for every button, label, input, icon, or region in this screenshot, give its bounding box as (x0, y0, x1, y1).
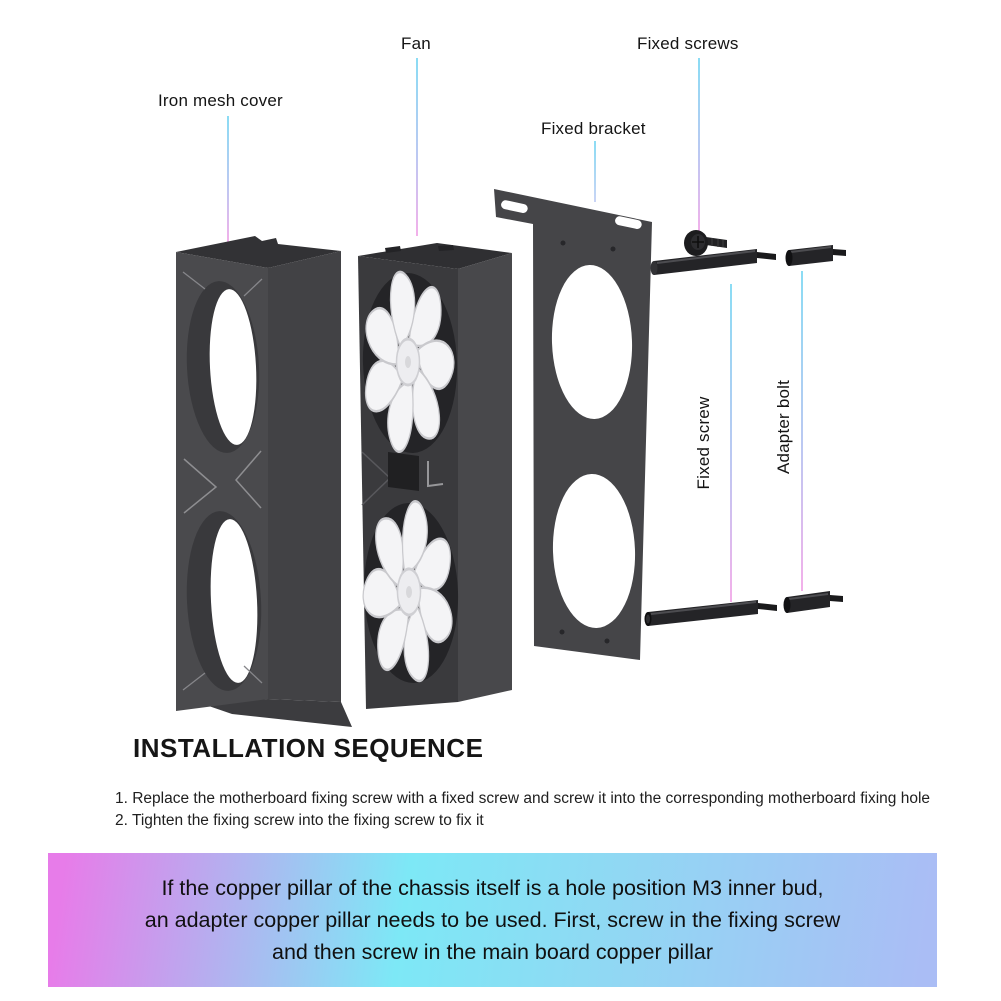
installation-step-1: 1. Replace the motherboard fixing screw with a fixed screw and screw it into the corresponding motherboard fixing hole (115, 790, 931, 807)
fixed-bracket (494, 189, 652, 660)
leader-line-iron-mesh (227, 116, 229, 243)
label-iron-mesh-cover: Iron mesh cover (158, 91, 283, 110)
fasteners (645, 230, 847, 626)
note-box (48, 853, 937, 987)
note-line-2: an adapter copper pillar needs to be used. First, screw in the fixing screw (144, 908, 841, 932)
fixed-screw-part (684, 230, 727, 256)
iron-mesh-cover (176, 236, 352, 727)
adapter-bolt-bottom (784, 591, 844, 613)
note-line-1: If the copper pillar of the chassis itself is a hole position M3 inner bud, (161, 876, 824, 900)
leader-line-fixed-screw (730, 284, 732, 602)
fan-unit (348, 243, 512, 718)
leader-line-adapter-bolt (801, 271, 803, 591)
leader-line-fixed-screws (698, 58, 700, 234)
leader-line-fixed-bracket (594, 141, 596, 202)
standoff-bottom (645, 600, 778, 626)
label-adapter-bolt: Adapter bolt (774, 379, 793, 475)
leader-line-fan (416, 58, 418, 236)
label-fixed-screw: Fixed screw (694, 396, 713, 490)
note-line-3: and then screw in the main board copper pillar (271, 940, 713, 964)
installation-sequence-heading: INSTALLATION SEQUENCE (133, 733, 484, 763)
adapter-bolt-top (786, 245, 847, 266)
label-fixed-screws: Fixed screws (637, 34, 739, 53)
installation-steps (115, 789, 930, 833)
standoff-top (651, 249, 777, 275)
installation-step-2: 2. Tighten the fixing screw into the fixing screw to fix it (115, 812, 484, 829)
label-fixed-bracket: Fixed bracket (541, 119, 646, 138)
label-fan: Fan (401, 34, 431, 53)
